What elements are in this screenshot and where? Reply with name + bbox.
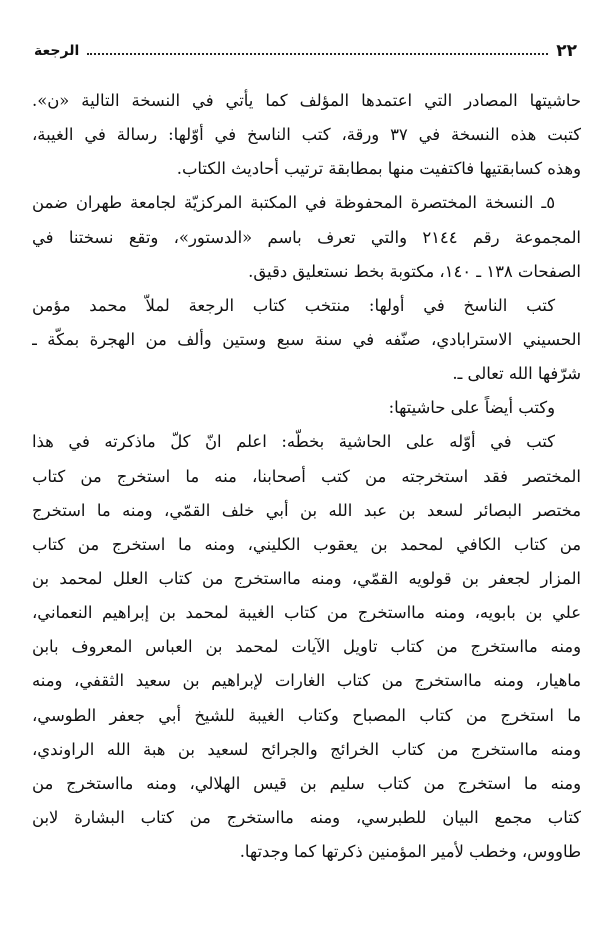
text-line: كتب في أوّله على الحاشية بخطّه: اعلم انّ كلّ ماذكرته في هذا — [32, 432, 555, 452]
text-line: الحسيني الاسترابادي، صنّفه في سنة سبع وستين وألف من الهجرة بمكّة ـ — [32, 329, 581, 349]
text-line: حاشيتها المصادر التي اعتمدها المؤلف كما يأتي في النسخة التالية «ن». — [32, 91, 581, 110]
text-line: المجموعة رقم ٢١٤٤ والتي تعرف باسم «الدستور»، وتقع نسختنا في — [32, 227, 581, 247]
text-line: كتاب مجمع البيان للطبرسي، ومنه مااستخرج من كتاب البشارة لابن — [32, 807, 581, 827]
text-line: كتبت هذه النسخة في ٣٧ ورقة، كتب الناسخ في أوّلها: رسالة في الغيبة، — [32, 125, 581, 145]
text-line: ومنه ما استخرج من كتاب سليم بن قيس الهلالي، ومنه مااستخرج من — [32, 773, 581, 793]
text-line: كتب الناسخ في أولها: منتخب كتاب الرجعة لملاّ محمد مؤمن — [32, 295, 555, 315]
text-line: ماهيار، ومنه مااستخرج من كتاب الغارات لإبراهيم بن سعيد الثقفي، ومنه — [32, 671, 581, 691]
text-line: وكتب أيضاً على حاشيتها: — [388, 398, 555, 418]
text-line: ما استخرج من كتاب المصباح وكتاب الغيبة للشيخ أبي جعفر الطوسي، — [32, 705, 581, 725]
text-line: المختصر فقد استخرجته من كتب أصحابنا، منه ما استخرج من كتاب — [32, 466, 581, 486]
text-line: طاووس، وخطب لأمير المؤمنين ذكرتها كما وجدتها. — [239, 842, 581, 862]
text-line: الصفحات ١٣٨ ـ ١٤٠، مكتوبة بخط نستعليق دقيق. — [248, 261, 581, 281]
text-line: من كتاب الكافي لمحمد بن يعقوب الكليني، ومنه ما استخرج من كتاب — [32, 534, 581, 554]
body-text — [32, 84, 581, 869]
page-header — [34, 38, 577, 64]
text-line: المزار لجعفر بن قولويه القمّي، ومنه مااستخرج من كتاب العلل لمحمد بن — [32, 568, 581, 588]
text-line: ٥ـ النسخة المختصرة المحفوظة في المكتبة المركزيّة لجامعة طهران ضمن — [32, 193, 555, 213]
page-number: ٢٢ — [556, 41, 577, 61]
text-line: علي بن بابويه، ومنه مااستخرج من كتاب الغيبة لمحمد بن إبراهيم النعماني، — [32, 603, 581, 623]
running-title: الرجعة — [34, 43, 80, 59]
text-line: ومنه مااستخرج من كتاب الخرائج والجرائح لسعيد بن هبة الله الراوندي، — [32, 739, 581, 759]
text-line: وهذه كسابقتيها فاكتفيت منها بمطابقة ترتيب أحاديث الكتاب. — [176, 159, 581, 179]
text-line: ومنه مااستخرج من كتاب تاويل الآيات لمحمد بن العباس المعروف بابن — [32, 637, 581, 657]
text-line: شرّفها الله تعالى ـ. — [452, 364, 581, 384]
text-line: مختصر البصائر لسعد بن عبد الله بن أبي خلف القمّي، ومنه ما استخرج — [32, 500, 581, 520]
dotted-rule — [87, 53, 548, 55]
